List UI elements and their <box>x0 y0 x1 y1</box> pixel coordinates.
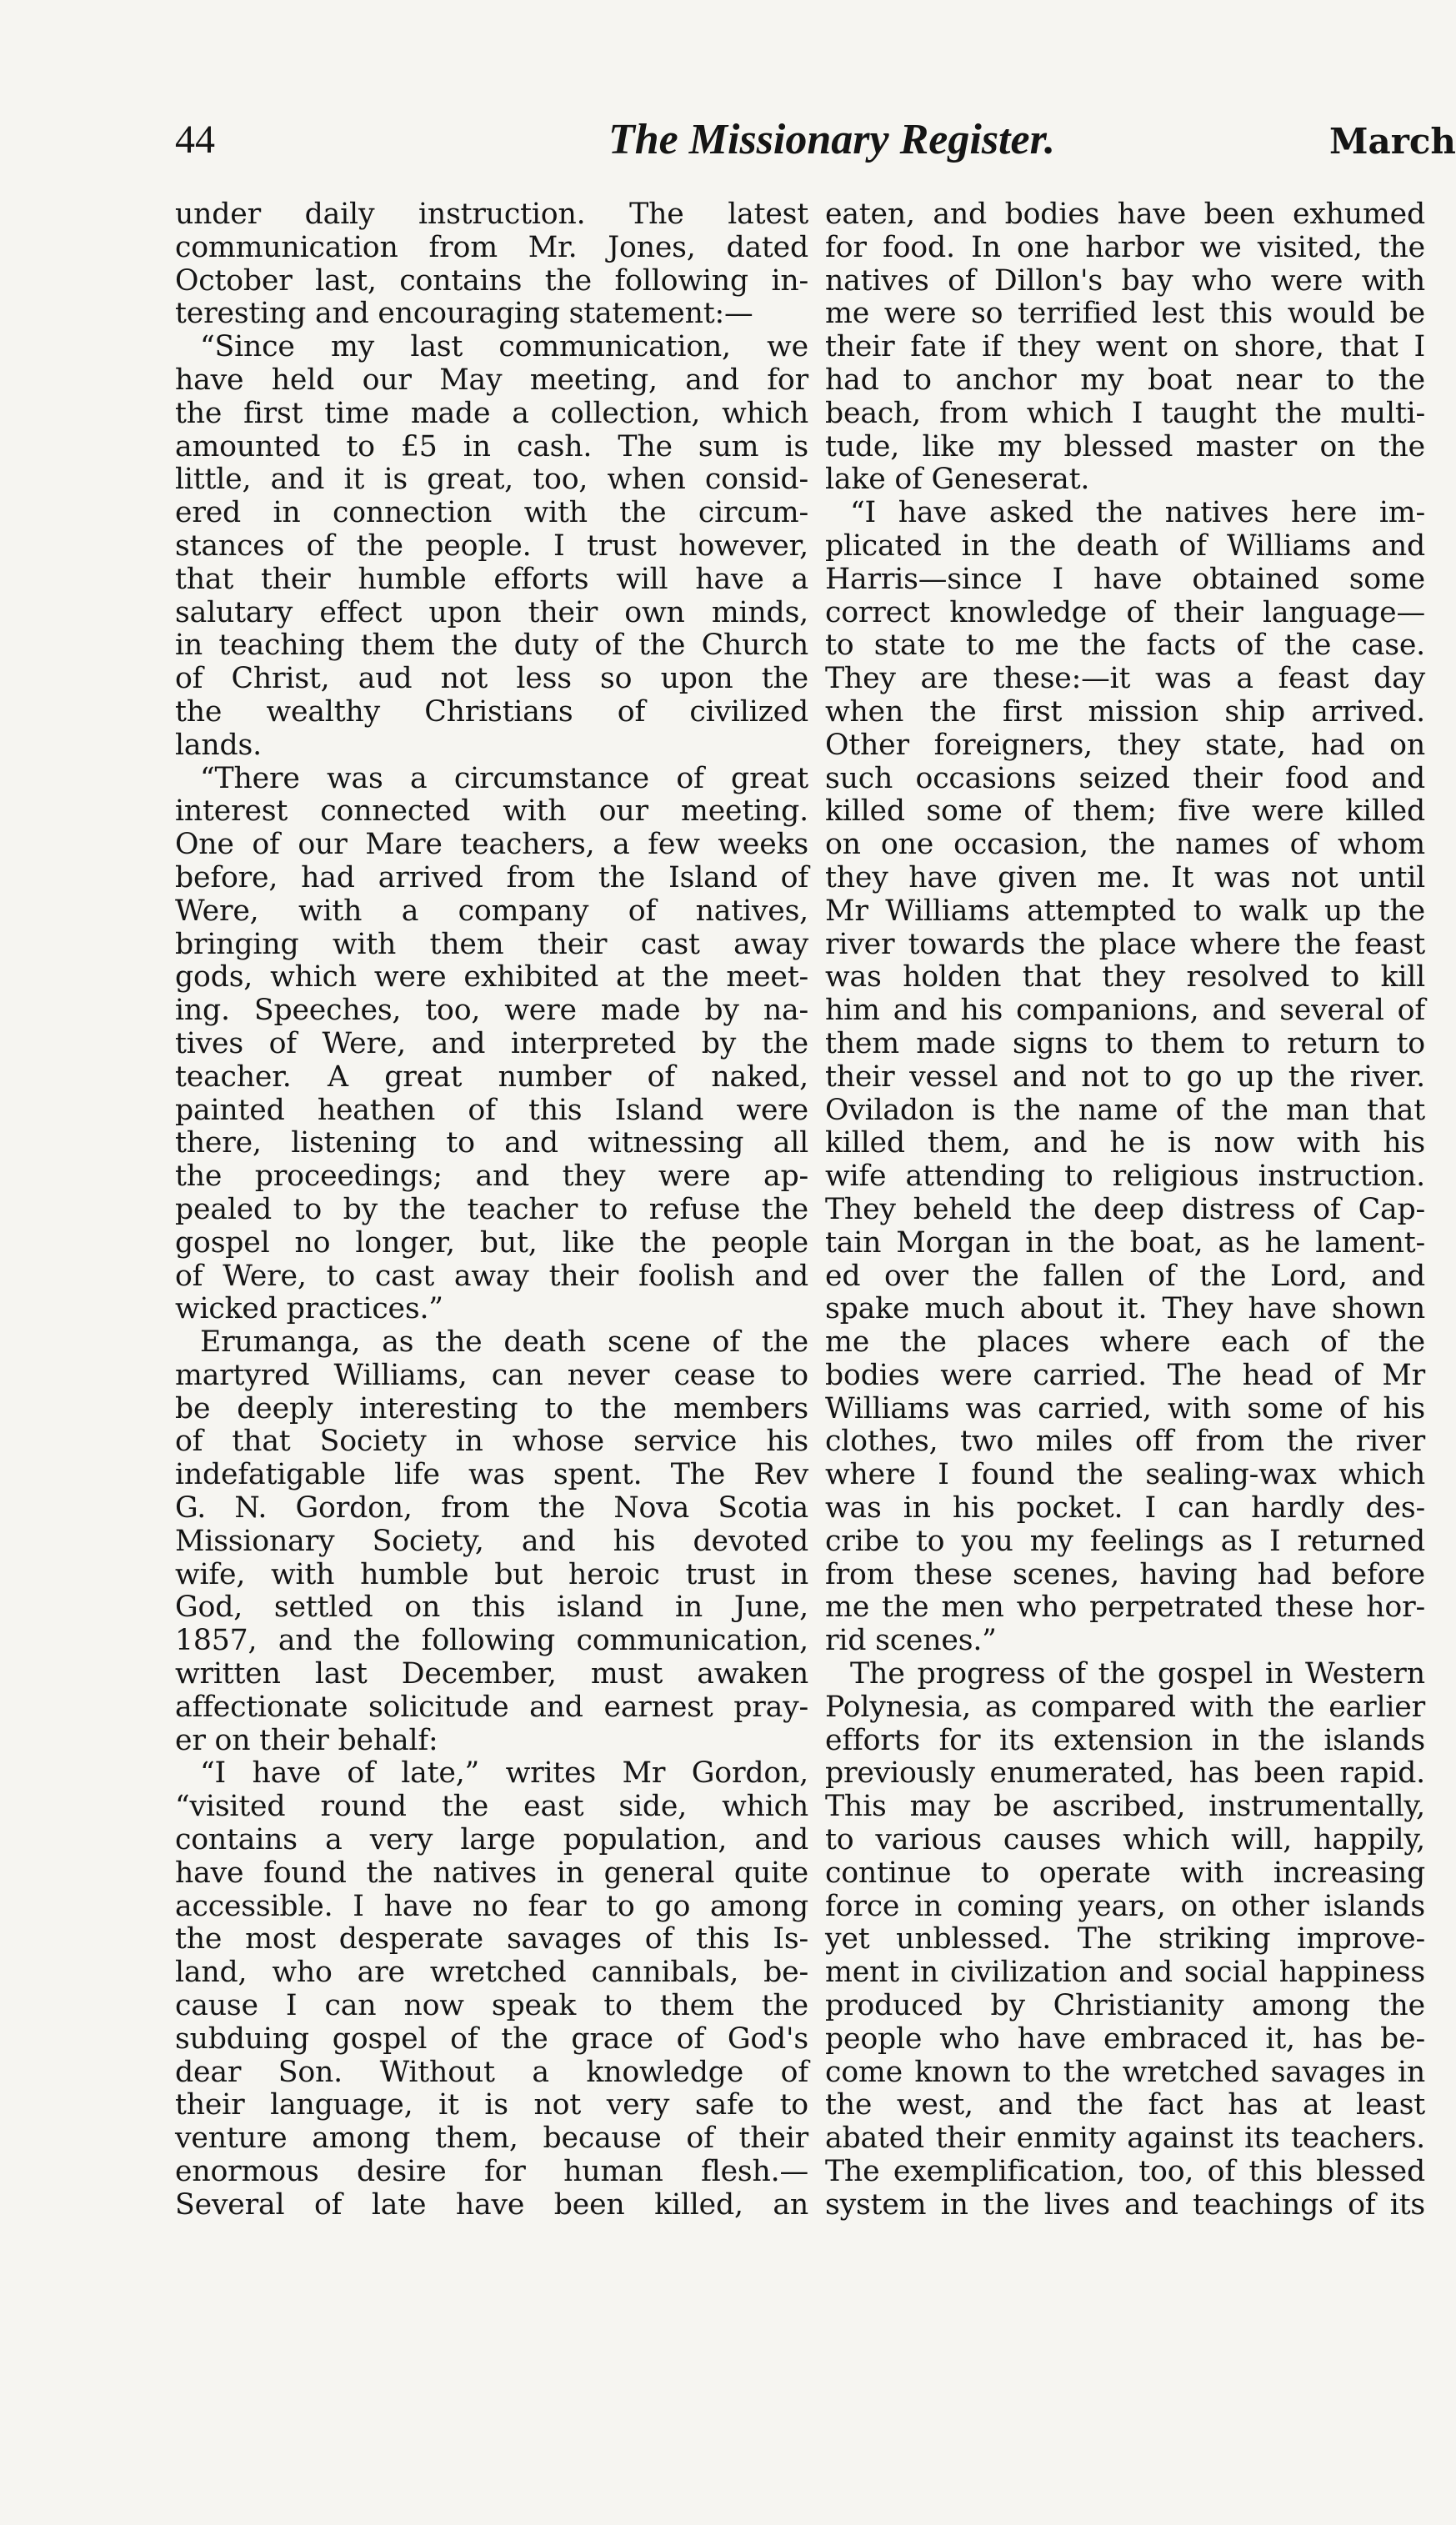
text-line: force in coming years, on other islands <box>825 1889 1425 1923</box>
text-line: come known to the wretched savages in <box>825 2055 1425 2089</box>
text-line: the west, and the fact has at least <box>825 2088 1425 2122</box>
text-line: had to anchor my boat near to the <box>825 363 1425 397</box>
text-line: have found the natives in general quite <box>175 1856 808 1890</box>
text-line: painted heathen of this Island were <box>175 1093 808 1127</box>
text-line: eaten, and bodies have been exhumed <box>825 198 1425 231</box>
text-line: me were so terrified lest this would be <box>825 297 1425 331</box>
text-line: pealed to by the teacher to refuse the <box>175 1192 808 1226</box>
text-line: “I have asked the natives here im- <box>850 496 1425 530</box>
text-line: Harris—since I have obtained some <box>825 562 1425 596</box>
text-line: One of our Mare teachers, a few weeks <box>175 828 808 862</box>
text-line: the proceedings; and they were ap- <box>175 1160 808 1194</box>
text-line: They beheld the deep distress of Cap- <box>825 1192 1425 1226</box>
text-line: ment in civilization and social happiness <box>825 1956 1425 1990</box>
text-line: river towards the place where the feast <box>825 927 1425 961</box>
text-line: to various causes which will, happily, <box>825 1823 1425 1857</box>
text-line: abated their enmity against its teachers. <box>825 2122 1425 2156</box>
text-line: G. N. Gordon, from the Nova Scotia <box>175 1491 808 1526</box>
text-line: “Since my last communication, we <box>200 330 808 364</box>
text-line: beach, from which I taught the multi- <box>825 396 1425 430</box>
text-line: they have given me. It was not until <box>825 860 1425 894</box>
text-line: subduing gospel of the grace of God's <box>175 2022 808 2056</box>
text-line: venture among them, because of their <box>175 2122 808 2156</box>
text-line: Oviladon is the name of the man that <box>825 1093 1425 1127</box>
text-line: from these scenes, having had before <box>825 1557 1425 1591</box>
text-line: the first time made a collection, which <box>175 396 808 430</box>
text-line: wife, with humble but heroic trust in <box>175 1557 808 1591</box>
text-line: ing. Speeches, too, were made by na- <box>175 994 808 1028</box>
text-line: the wealthy Christians of civilized <box>175 694 808 729</box>
text-line: wife attending to religious instruction. <box>825 1160 1425 1194</box>
text-line: their vessel and not to go up the river. <box>825 1060 1425 1094</box>
page-number: 44 <box>175 118 215 162</box>
text-line: wicked practices.” <box>175 1292 443 1326</box>
text-line: system in the lives and teachings of its <box>825 2187 1425 2222</box>
text-line: of that Society in whose service his <box>175 1425 808 1459</box>
text-line: “I have of late,” writes Mr Gordon, <box>200 1756 808 1791</box>
text-line: The exemplification, too, of this blessed <box>825 2155 1425 2189</box>
text-line: Williams was carried, with some of his <box>825 1391 1425 1425</box>
page-header <box>175 115 1456 173</box>
text-line: This may be ascribed, instrumentally, <box>825 1790 1425 1824</box>
text-line: The progress of the gospel in Western <box>850 1657 1425 1691</box>
text-line: martyred Williams, can never cease to <box>175 1358 808 1392</box>
text-line: such occasions seized their food and <box>825 761 1425 795</box>
text-line: me the men who perpetrated these hor- <box>825 1591 1425 1625</box>
text-line: when the first mission ship arrived. <box>825 694 1425 729</box>
text-line: dear Son. Without a knowledge of <box>175 2055 808 2089</box>
text-line: Were, with a company of natives, <box>175 894 808 928</box>
text-line: enormous desire for human flesh.— <box>175 2155 808 2189</box>
text-line: indefatigable life was spent. The Rev <box>175 1458 808 1492</box>
text-line: spake much about it. They have shown <box>825 1292 1425 1326</box>
text-line: affectionate solicitude and earnest pray- <box>175 1690 808 1724</box>
text-line: cribe to you my feelings as I returned <box>825 1524 1425 1558</box>
text-line: before, had arrived from the Island of <box>175 860 808 894</box>
right-column <box>825 198 1425 2222</box>
text-line: communication from Mr. Jones, dated <box>175 230 808 264</box>
text-line: have held our May meeting, and for <box>175 363 808 397</box>
text-line: stances of the people. I trust however, <box>175 529 808 563</box>
text-line: tude, like my blessed master on the <box>825 429 1425 463</box>
text-line: on one occasion, the names of whom <box>825 828 1425 862</box>
text-line: their language, it is not very safe to <box>175 2088 808 2122</box>
text-line: Erumanga, as the death scene of the <box>200 1325 808 1360</box>
text-line: land, who are wretched cannibals, be- <box>175 1956 808 1990</box>
text-line: under daily instruction. The latest <box>175 198 808 231</box>
text-line: 1857, and the following communication, <box>175 1624 808 1658</box>
text-line: contains a very large population, and <box>175 1823 808 1857</box>
text-line: to state to me the facts of the case. <box>825 629 1425 663</box>
text-line: tain Morgan in the boat, as he lament- <box>825 1225 1425 1260</box>
text-line: him and his companions, and several of <box>825 994 1425 1028</box>
left-column <box>175 198 808 2222</box>
text-line: gospel no longer, but, like the people <box>175 1225 808 1260</box>
text-line: killed some of them; five were killed <box>825 794 1425 829</box>
text-line: ered in connection with the circum- <box>175 496 808 530</box>
text-line: written last December, must awaken <box>175 1657 808 1691</box>
text-line: Other foreigners, they state, had on <box>825 728 1425 762</box>
text-line: bringing with them their cast away <box>175 927 808 961</box>
text-line: Missionary Society, and his devoted <box>175 1524 808 1558</box>
text-line: Several of late have been killed, an <box>175 2187 808 2222</box>
text-line: yet unblessed. The striking improve- <box>825 1922 1425 1956</box>
text-line: ed over the fallen of the Lord, and <box>825 1259 1425 1293</box>
text-line: people who have embraced it, has be- <box>825 2022 1425 2056</box>
text-line: continue to operate with increasing <box>825 1856 1425 1890</box>
text-line: gods, which were exhibited at the meet- <box>175 960 808 994</box>
text-line: was in his pocket. I can hardly des- <box>825 1491 1425 1526</box>
text-line: their fate if they went on shore, that I <box>825 330 1425 364</box>
text-line: “visited round the east side, which <box>175 1790 808 1824</box>
text-line: the most desperate savages of this Is- <box>175 1922 808 1956</box>
text-line: me the places where each of the <box>825 1325 1425 1360</box>
text-line: natives of Dillon's bay who were with <box>825 263 1425 298</box>
text-line: cause I can now speak to them the <box>175 1989 808 2023</box>
text-line: tives of Were, and interpreted by the <box>175 1026 808 1060</box>
text-line: They are these:—it was a feast day <box>825 662 1425 696</box>
text-line: that their humble efforts will have a <box>175 562 808 596</box>
text-line: bodies were carried. The head of Mr <box>825 1358 1425 1392</box>
text-line: Mr Williams attempted to walk up the <box>825 894 1425 928</box>
text-line: be deeply interesting to the members <box>175 1391 808 1425</box>
text-line: clothes, two miles off from the river <box>825 1425 1425 1459</box>
text-line: for food. In one harbor we visited, the <box>825 230 1425 264</box>
text-line: teresting and encouraging statement:— <box>175 297 753 331</box>
text-line: lake of Geneserat. <box>825 463 1090 497</box>
month-label: March <box>1329 121 1456 162</box>
text-line: where I found the sealing-wax which <box>825 1458 1425 1492</box>
text-line: rid scenes.” <box>825 1624 997 1658</box>
text-line: amounted to £5 in cash. The sum is <box>175 429 808 463</box>
text-line: accessible. I have no fear to go among <box>175 1889 808 1923</box>
text-line: October last, contains the following in- <box>175 263 808 298</box>
text-line: interest connected with our meeting. <box>175 794 808 829</box>
text-line: killed them, and he is now with his <box>825 1126 1425 1160</box>
text-line: Polynesia, as compared with the earlier <box>825 1690 1425 1724</box>
text-line: correct knowledge of their language— <box>825 595 1425 629</box>
text-line: plicated in the death of Williams and <box>825 529 1425 563</box>
running-title: The Missionary Register. <box>608 116 1055 163</box>
text-line: little, and it is great, too, when consid- <box>175 463 808 497</box>
text-line: of Were, to cast away their foolish and <box>175 1259 808 1293</box>
text-line: lands. <box>175 728 262 762</box>
text-line: “There was a circumstance of great <box>200 761 808 795</box>
text-line: previously enumerated, has been rapid. <box>825 1756 1425 1791</box>
text-line: there, listening to and witnessing all <box>175 1126 808 1160</box>
text-line: produced by Christianity among the <box>825 1989 1425 2023</box>
text-line: them made signs to them to return to <box>825 1026 1425 1060</box>
text-line: of Christ, aud not less so upon the <box>175 662 808 696</box>
text-line: in teaching them the duty of the Church <box>175 629 808 663</box>
text-line: efforts for its extension in the islands <box>825 1723 1425 1757</box>
text-line: God, settled on this island in June, <box>175 1591 808 1625</box>
text-line: er on their behalf: <box>175 1723 438 1757</box>
text-line: salutary effect upon their own minds, <box>175 595 808 629</box>
text-line: teacher. A great number of naked, <box>175 1060 808 1094</box>
text-line: was holden that they resolved to kill <box>825 960 1425 994</box>
